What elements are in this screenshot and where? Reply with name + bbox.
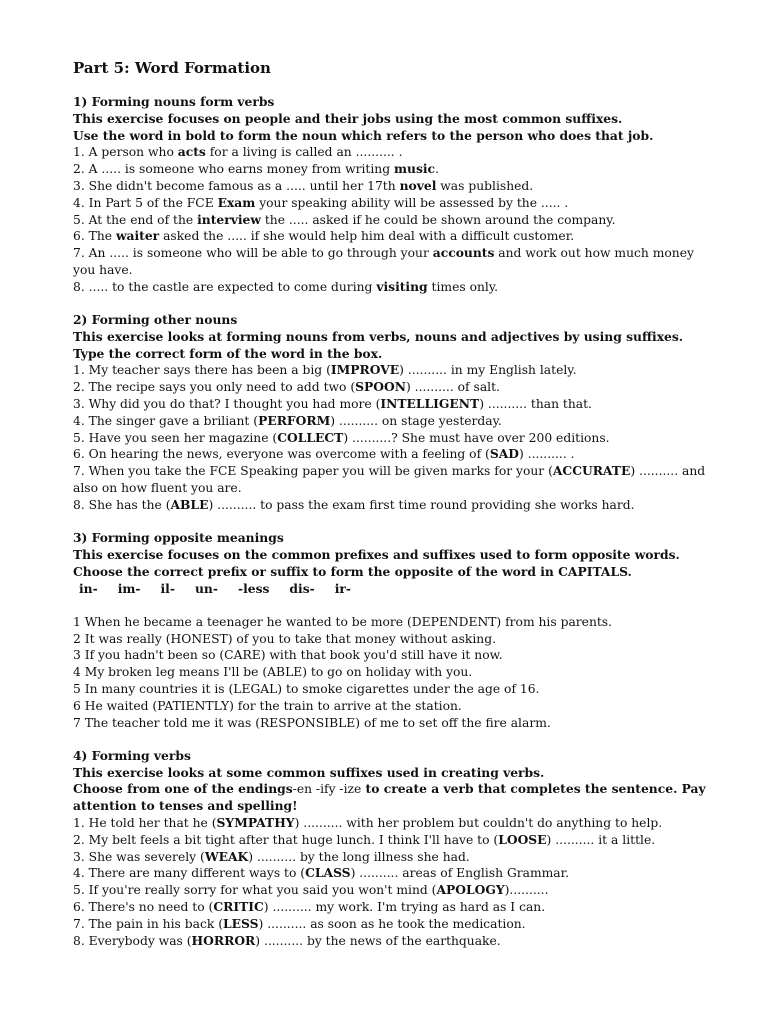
exercise-item <box>73 715 713 732</box>
item-text: 6 He waited (PATIENTLY) for the train to arrive at the station. <box>73 698 462 713</box>
key-word: ABLE <box>170 496 209 512</box>
key-word: INTELLIGENT <box>380 396 480 412</box>
exercise-item <box>73 916 713 933</box>
affix-choice: dis- <box>289 580 315 596</box>
item-text: ) .......... of salt. <box>405 380 500 395</box>
worksheet-page <box>73 58 713 966</box>
exercise-item <box>73 631 713 648</box>
exercise-item <box>73 899 713 916</box>
item-text: 7. An ..... is someone who will be able to go through your <box>73 246 433 261</box>
item-text: the ..... asked if he could be shown around the company. <box>260 212 616 227</box>
exercise-items <box>73 144 713 295</box>
exercise-item <box>73 463 713 497</box>
key-word: acts <box>177 144 206 160</box>
key-word: SAD <box>489 446 519 462</box>
section-1 <box>73 94 713 296</box>
page-title: Part 5: Word Formation <box>73 59 271 77</box>
section-instruction: This exercise looks at forming nouns from verbs, nouns and adjectives by using suffixes. <box>73 328 684 344</box>
item-text: 4 My broken leg means I'll be (ABLE) to go on holiday with you. <box>73 665 473 680</box>
item-text: 5. At the end of the <box>73 212 198 227</box>
item-text: ) .......... in my English lately. <box>399 363 577 378</box>
exercise-item <box>73 497 713 514</box>
exercise-item <box>73 430 713 447</box>
item-text: asked the ..... if she would help him deal with a difficult customer. <box>159 229 575 244</box>
key-word: accounts <box>432 245 495 261</box>
item-text: 6. The <box>73 229 116 244</box>
affix-choice: -less <box>237 580 270 596</box>
item-text: 1. My teacher says there has been a big ( <box>73 363 331 378</box>
item-text: 6. On hearing the news, everyone was overcome with a feeling of ( <box>73 447 490 462</box>
item-text: 5 In many countries it is (LEGAL) to smoke cigarettes under the age of 16. <box>73 682 540 696</box>
item-text: 2. My belt feels a bit tight after that huge lunch. I think I'll have to ( <box>73 832 499 847</box>
exercise-items <box>73 815 713 949</box>
item-text: 1 When he became a teenager he wanted to be more (DEPENDENT) from his parents. <box>73 614 613 629</box>
section-instruction: This exercise looks at some common suffixes used in creating verbs. <box>73 764 545 780</box>
affix-choice: il- <box>160 580 175 596</box>
item-text: 8. Everybody was ( <box>73 933 192 948</box>
item-text: ).......... <box>504 883 549 898</box>
key-word: HORROR <box>191 932 256 948</box>
affix-choice: in- <box>79 580 98 596</box>
item-text: ) .......... it a little. <box>546 832 656 847</box>
key-word: waiter <box>115 228 160 244</box>
exercise-item <box>73 245 713 279</box>
item-text: ) .......... on stage yesterday. <box>330 413 502 428</box>
exercise-items <box>73 614 713 732</box>
item-text: 2 It was really (HONEST) of you to take that money without asking. <box>73 631 496 646</box>
item-text: ) .......... with her problem but couldn't do anything to help. <box>294 816 663 831</box>
exercise-item <box>73 647 713 664</box>
item-text: times only. <box>427 279 499 294</box>
item-text: ) .......... to pass the exam first time round providing she works hard. <box>208 497 635 512</box>
key-word: music <box>394 161 436 177</box>
exercise-item <box>73 664 713 681</box>
section-instruction: Type the correct form of the word in the box. <box>73 345 383 361</box>
item-text: 6. There's no need to ( <box>73 900 214 915</box>
item-text: ) ..........? She must have over 200 editions. <box>343 430 610 445</box>
exercise-item <box>73 413 713 430</box>
item-text: 3. She didn't become famous as a ..... until her 17th <box>73 178 400 193</box>
item-text: 7. When you take the FCE Speaking paper you will be given marks for your ( <box>73 464 553 479</box>
item-text: 4. There are many different ways to ( <box>73 866 306 881</box>
item-text: for a living is called an .......... . <box>205 145 403 160</box>
item-text: 2. A ..... is someone who earns money from writing <box>73 162 395 177</box>
affix-choice: un- <box>194 580 218 596</box>
item-text: . <box>435 162 439 177</box>
exercise-item <box>73 279 713 296</box>
section-3 <box>73 530 713 731</box>
item-text: 5. Have you seen her magazine ( <box>73 430 278 445</box>
exercise-item <box>73 212 713 229</box>
exercise-item <box>73 396 713 413</box>
exercise-item <box>73 681 713 698</box>
item-text: 3. She was severely ( <box>73 849 205 864</box>
section-4 <box>73 748 713 950</box>
exercise-item <box>73 446 713 463</box>
key-word: APOLOGY <box>436 882 505 898</box>
key-word: COLLECT <box>277 429 344 445</box>
section-instruction: This exercise focuses on the common prefixes and suffixes used to form opposite words. <box>73 546 680 562</box>
key-word: LESS <box>223 915 259 931</box>
key-word: SYMPATHY <box>216 815 295 831</box>
item-text: 3 If you hadn't been so (CARE) with that book you'd still have it now. <box>73 648 503 663</box>
section-2 <box>73 312 713 514</box>
item-text: was published. <box>436 178 534 193</box>
item-text: 1. A person who <box>73 145 178 160</box>
item-text: 8. ..... to the castle are expected to come during <box>73 279 377 294</box>
item-text: your speaking ability will be assessed by the ..... . <box>255 195 569 210</box>
item-text: 4. The singer gave a briliant ( <box>73 413 259 428</box>
item-text: ) .......... . <box>518 447 575 462</box>
section-instruction: This exercise focuses on people and their jobs using the most common suffixes. <box>73 110 623 126</box>
exercise-item <box>73 178 713 195</box>
item-text: 4. In Part 5 of the FCE <box>73 195 218 210</box>
item-text: ) .......... and also on how fluent you are. <box>73 464 706 496</box>
exercise-item <box>73 865 713 882</box>
affix-choice: ir- <box>334 580 351 596</box>
exercise-item <box>73 614 713 631</box>
exercise-item <box>73 849 713 866</box>
endings-instruction <box>73 781 713 815</box>
item-text: ) .......... areas of English Grammar. <box>350 866 570 881</box>
exercise-item <box>73 195 713 212</box>
exercise-item <box>73 161 713 178</box>
section-heading: 2) Forming other nouns <box>73 312 238 328</box>
exercise-item <box>73 832 713 849</box>
exercise-item <box>73 698 713 715</box>
item-text: ) .......... by the news of the earthquake. <box>255 933 501 948</box>
key-word: LOOSE <box>498 831 547 847</box>
key-word: PERFORM <box>258 412 331 428</box>
section-heading: 3) Forming opposite meanings <box>73 530 284 546</box>
endings-post: to create a verb that completes the sentence. Pay attention to tenses and spelling! <box>73 781 706 814</box>
endings-pre: Choose from one of the endings <box>73 781 293 797</box>
key-word: Exam <box>217 194 256 210</box>
item-text: ) .......... as soon as he took the medication. <box>258 916 526 931</box>
item-text: 5. If you're really sorry for what you said you won't mind ( <box>73 883 437 898</box>
affix-choices <box>79 581 713 598</box>
item-text: 7. The pain in his back ( <box>73 916 223 931</box>
section-heading: 4) Forming verbs <box>73 747 191 763</box>
key-word: CLASS <box>305 865 351 881</box>
key-word: novel <box>399 177 437 193</box>
endings-list: -en -ify -ize <box>292 782 362 797</box>
exercise-item <box>73 144 713 161</box>
exercise-items <box>73 362 713 513</box>
item-text: 8. She has the ( <box>73 497 171 512</box>
item-text: 3. Why did you do that? I thought you had more ( <box>73 397 381 412</box>
item-text: ) .......... my work. I'm trying as hard as I can. <box>263 900 546 915</box>
key-word: ACCURATE <box>552 463 631 479</box>
section-instruction: Choose the correct prefix or suffix to form the opposite of the word in CAPITALS. <box>73 563 632 579</box>
item-text: 2. The recipe says you only need to add two ( <box>73 380 356 395</box>
key-word: WEAK <box>204 848 249 864</box>
affix-choice: im- <box>117 580 141 596</box>
item-text: 1. He told her that he ( <box>73 816 217 831</box>
exercise-item <box>73 815 713 832</box>
key-word: visiting <box>376 278 428 294</box>
key-word: CRITIC <box>213 899 264 915</box>
item-text: ) .......... than that. <box>479 397 592 412</box>
section-heading: 1) Forming nouns form verbs <box>73 94 275 109</box>
item-text: 7 The teacher told me it was (RESPONSIBLE) of me to set off the fire alarm. <box>73 715 551 730</box>
exercise-item <box>73 379 713 396</box>
item-text: ) .......... by the long illness she had. <box>248 849 470 864</box>
exercise-item <box>73 933 713 950</box>
item-text: and work out how much money you have. <box>73 246 694 277</box>
key-word: SPOON <box>355 379 406 395</box>
key-word: interview <box>197 211 261 227</box>
exercise-item <box>73 228 713 245</box>
exercise-item <box>73 882 713 899</box>
key-word: IMPROVE <box>330 362 400 378</box>
exercise-item <box>73 362 713 379</box>
section-instruction: Use the word in bold to form the noun which refers to the person who does that job. <box>73 127 654 143</box>
